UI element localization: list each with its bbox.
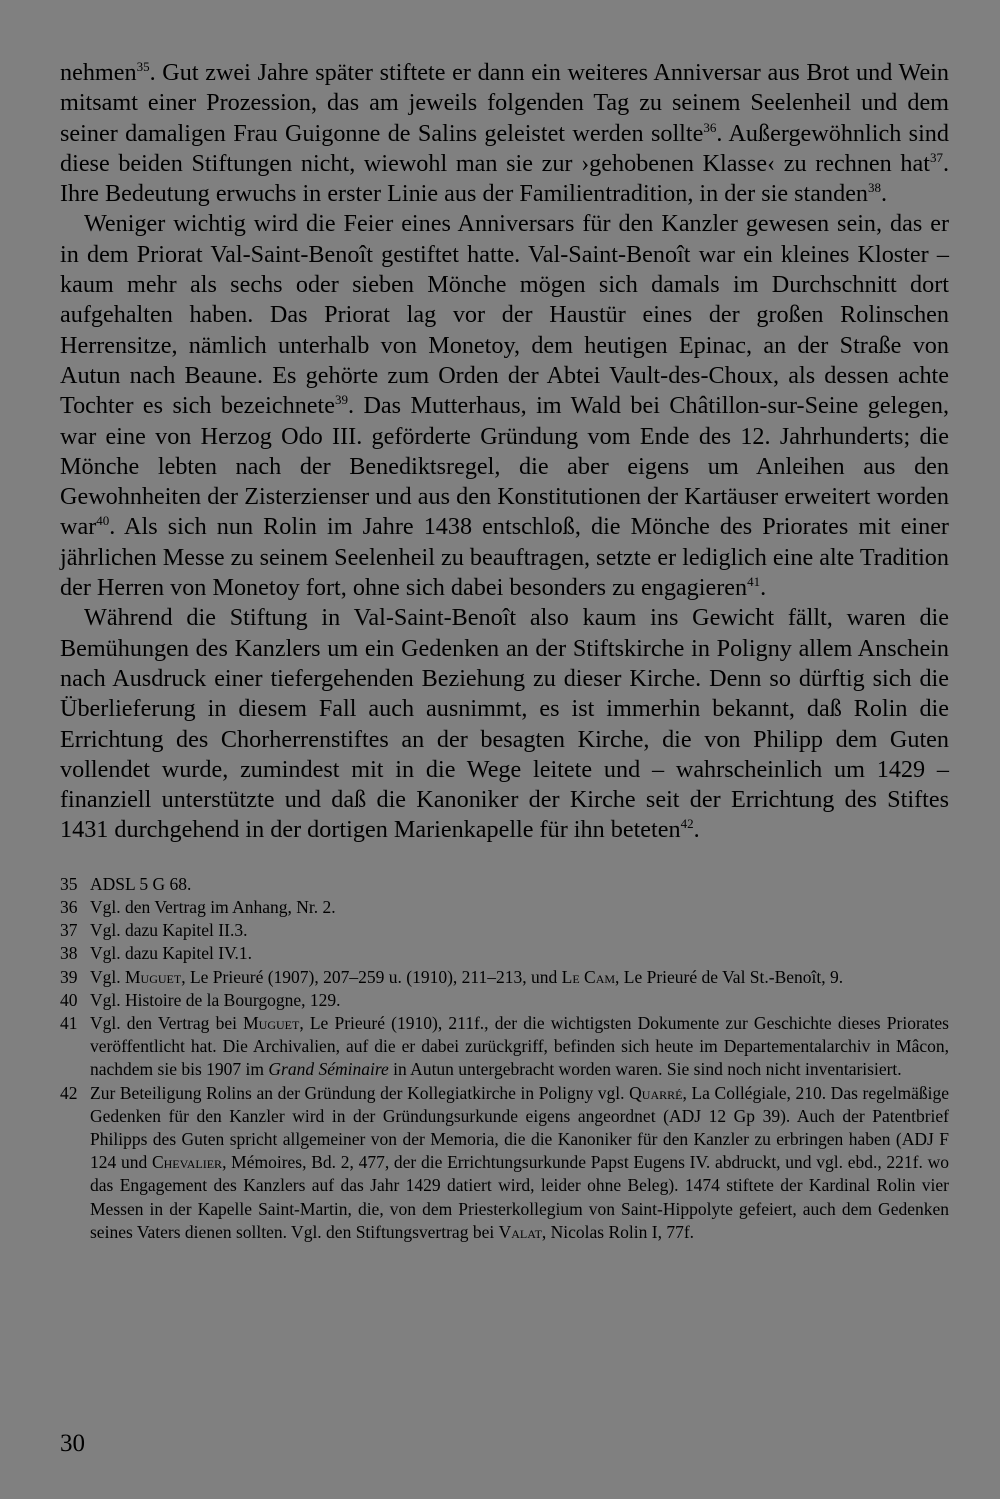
footnote-number: 35 (60, 873, 78, 894)
footnote-ref: 41 (747, 574, 761, 590)
text-run: Vgl. dazu Kapitel II.3. (90, 920, 248, 941)
text-run: . Das Mutterhaus, im Wald bei Châtillon-sur-Seine gelegen, war eine von Herzog Odo III. geförderte Gründung vom Ende des 12. Jahrhunderts; die Mönche lebten nach der Benediktsregel, die aber eigens um Anleihen aus den Gewohnheiten der Zisterzienser und aus den Konstitutionen der Kartäuser erweitert worden war (60, 392, 949, 541)
footnote (60, 873, 949, 896)
text-run: , La Collégiale, 210. Das regelmäßige Gedenken für den Kanzler wird in der Gründungsurkunde eigens angeordnet (ADJ 12 Gp 39). Auch der Patentbrief Philipps des Guten spricht allgemeiner von der Memoria, die die Kanoniker für den Kanzler zu erbringen haben (ADJ F 124 und (90, 1082, 949, 1173)
page-number: 30 (60, 1430, 85, 1457)
author-name: Valat (498, 1221, 542, 1242)
text-run: Vgl. (90, 966, 125, 987)
footnote-ref: 39 (334, 392, 348, 408)
text-run: . (760, 574, 767, 602)
text-run: nehmen (60, 59, 137, 86)
author-name: Chevalier (151, 1152, 223, 1173)
footnote-number: 42 (60, 1082, 78, 1103)
footnote-ref: 35 (136, 59, 150, 74)
body-text (60, 58, 949, 846)
footnote (60, 919, 949, 942)
text-run: . (693, 816, 700, 844)
text-run: Zur Beteiligung Rolins an der Gründung der Kollegiatkirche in Poligny vgl. (90, 1082, 630, 1103)
footnote-number: 36 (60, 896, 78, 917)
footnote-number: 39 (60, 966, 78, 987)
footnote (60, 989, 949, 1012)
text-run: in Autun untergebracht worden waren. Sie sind noch nicht inventarisiert. (388, 1059, 902, 1080)
text-run: ADSL 5 G 68. (90, 873, 192, 894)
footnotes (60, 873, 949, 1244)
text-run: . Als sich nun Rolin im Jahre 1438 entschloß, die Mönche des Priorates mit einer jährlichen Messe zu seinem Seelenheil zu beauftragen, setzte er lediglich eine alte Tradition der Herren von Monetoy fort, ohne sich dabei besonders zu engagieren (60, 513, 949, 602)
footnote (60, 896, 949, 919)
author-name: Muguet (125, 966, 182, 987)
italic-text: Grand Séminaire (268, 1059, 389, 1080)
text-run: Vgl. Histoire de la Bourgogne, 129. (90, 989, 341, 1010)
text-run: . Ihre Bedeutung erwuchs in erster Linie aus der Familientradition, in der sie standen (60, 149, 949, 208)
text-run: . (881, 180, 888, 208)
text-run: . Gut zwei Jahre später stiftete er dann ein weiteres Anniversar aus Brot und Wein mitsamt einer Prozession, das am jeweils folgenden Tag zu seinem Seelenheil und dem seiner damaligen Frau Guigonne de Salins geleistet werden sollte (60, 59, 949, 147)
paragraph (60, 209, 949, 603)
footnote-number: 40 (60, 989, 78, 1010)
footnote-number: 41 (60, 1012, 78, 1033)
footnote (60, 1012, 949, 1082)
text-run: , Nicolas Rolin I, 77f. (541, 1221, 695, 1242)
footnote-ref: 42 (680, 816, 694, 832)
text-run: Weniger wichtig wird die Feier eines Anniversars für den Kanzler gewesen sein, das er in dem Priorat Val-Saint-Benoît gestiftet hatte. Val-Saint-Benoît war ein kleines Kloster – kaum mehr als sechs oder sieben Mönche mögen sich damals im Durchschnitt dort aufgehalten haben. Das Priorat lag vor der Haustür eines der großen Rolinschen Herrensitze, nämlich unterhalb von Monetoy, dem heutigen Epinac, an der Straße von Autun nach Beaune. Es gehörte zum Orden der Abtei Vault-des-Choux, als dessen achte Tochter es sich bezeichnete (60, 210, 949, 420)
text-run: , Le Prieuré (1910), 211f., der die wichtigsten Dokumente zur Geschichte dieses Priorates veröffentlicht hat. Die Archivalien, auf die er dabei zurückgriff, befinden sich heute im Departementalarchiv in Mâcon, nachdem sie bis 1907 im (90, 1012, 949, 1080)
footnote (60, 942, 949, 965)
author-name: Muguet (243, 1012, 300, 1033)
footnote (60, 1082, 949, 1244)
footnote (60, 966, 949, 989)
footnote-ref: 36 (703, 119, 717, 135)
text-run: Vgl. den Vertrag bei (90, 1012, 244, 1033)
paragraph (60, 58, 949, 209)
text-run: , Le Prieuré de Val St.-Benoît, 9. (615, 966, 844, 987)
footnote-ref: 37 (929, 149, 943, 165)
text-run: Vgl. den Vertrag im Anhang, Nr. 2. (90, 896, 336, 917)
text-run: Während die Stiftung in Val-Saint-Benoît also kaum ins Gewicht fällt, waren die Bemühungen des Kanzlers um ein Gedenken an der Stiftskirche in Poligny allem Anschein nach Ausdruck einer tiefergehenden Beziehung zu dieser Kirche. Denn so dürftig sich die Überlieferung in diesem Fall auch ausnimmt, es ist immerhin bekannt, daß Rolin die Errichtung des Chorherrenstiftes an der besagten Kirche, die von Philipp dem Guten vollendet wurde, zumindest mit in die Wege leitete und – wahrscheinlich um 1429 – finanziell unterstützte und daß die Kanoniker der Kirche seit der Errichtung des Stiftes 1431 durchgehend in der dortigen Marienkapelle für ihn beteten (60, 604, 949, 844)
footnote-ref: 38 (868, 180, 882, 196)
text-run: , Le Prieuré (1907), 207–259 u. (1910), 211–213, und (181, 966, 562, 987)
footnote-number: 37 (60, 920, 78, 941)
footnote-ref: 40 (96, 513, 110, 529)
text-run: Vgl. dazu Kapitel IV.1. (90, 943, 253, 964)
book-page (60, 58, 949, 1244)
paragraph (60, 603, 949, 845)
author-name: Le Cam (561, 966, 616, 987)
text-run: . Außergewöhnlich sind diese beiden Stiftungen nicht, wiewohl man sie zur ›gehobenen Klasse‹ zu rechnen hat (60, 119, 949, 177)
text-run: , Mémoires, Bd. 2, 477, der die Errichtungsurkunde Papst Eugens IV. abdruckt, und vgl. ebd., 221f. wo das Engagement des Kanzlers auf das Jahr 1429 datiert wird, leider ohne Beleg). 1474 stiftete der Kardinal Rolin vier Messen in der Kapelle Saint-Martin, die, von dem Priesterkollegium von Saint-Hippolyte gefeiert, auch dem Gedenken seines Vaters dienen sollten. Vgl. den Stiftungsvertrag bei (90, 1152, 949, 1242)
footnote-number: 38 (60, 943, 78, 964)
author-name: Quarré (629, 1082, 683, 1103)
